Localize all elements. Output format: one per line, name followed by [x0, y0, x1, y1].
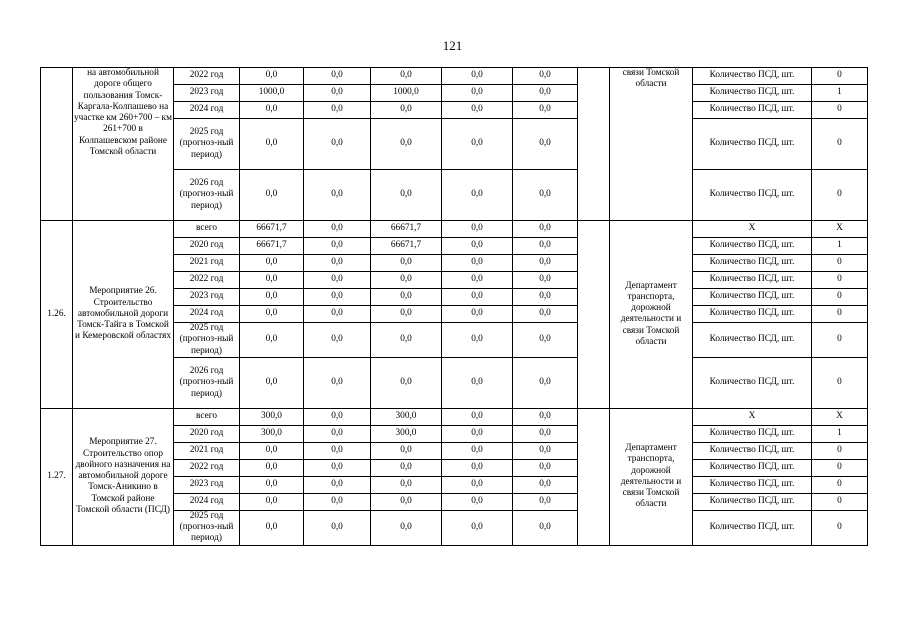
indicator-value: 1 [812, 238, 868, 255]
amount-cell: 0,0 [371, 306, 442, 323]
indicator-name: Количество ПСД, шт. [693, 493, 812, 510]
amount-cell: 0,0 [371, 323, 442, 358]
amount-cell: 0,0 [240, 289, 304, 306]
year-cell: 2024 год [174, 102, 240, 119]
program-table [40, 67, 868, 546]
amount-cell: 0,0 [240, 510, 304, 545]
indicator-value: 0 [812, 170, 868, 221]
item-name: Мероприятие 27. Строительство опор двойного назначения на автомобильной дороге Томск-Аникино в Томской районе Томской области (ПСД) [73, 408, 174, 545]
amount-cell: 0,0 [513, 102, 578, 119]
indicator-value: 0 [812, 272, 868, 289]
indicator-name: Количество ПСД, шт. [693, 510, 812, 545]
year-cell: 2023 год [174, 476, 240, 493]
indicator-name: Количество ПСД, шт. [693, 119, 812, 170]
amount-cell: 0,0 [304, 85, 371, 102]
amount-cell: 0,0 [371, 493, 442, 510]
amount-cell: 0,0 [442, 510, 513, 545]
indicator-name: Количество ПСД, шт. [693, 459, 812, 476]
year-cell: 2023 год [174, 289, 240, 306]
amount-cell: 0,0 [304, 442, 371, 459]
year-cell: 2024 год [174, 306, 240, 323]
amount-cell: 1000,0 [371, 85, 442, 102]
amount-cell: 0,0 [442, 272, 513, 289]
amount-cell: 0,0 [513, 306, 578, 323]
year-cell: 2026 год (прогноз-ный период) [174, 170, 240, 221]
year-cell: 2022 год [174, 459, 240, 476]
amount-cell: 0,0 [442, 289, 513, 306]
amount-cell: 0,0 [240, 306, 304, 323]
item-number [41, 68, 73, 221]
year-cell: всего [174, 221, 240, 238]
amount-cell: 0,0 [442, 476, 513, 493]
indicator-name: Количество ПСД, шт. [693, 170, 812, 221]
executor: связи Томской области [610, 68, 693, 221]
amount-cell: 0,0 [304, 68, 371, 85]
page-number: 121 [442, 38, 463, 53]
amount-cell: 0,0 [442, 85, 513, 102]
amount-cell: 1000,0 [240, 85, 304, 102]
item-number: 1.26. [41, 221, 73, 409]
table-row [41, 221, 868, 238]
year-cell: 2022 год [174, 68, 240, 85]
amount-cell: 0,0 [240, 442, 304, 459]
amount-cell: 0,0 [371, 170, 442, 221]
amount-cell: 66671,7 [371, 221, 442, 238]
indicator-name: Количество ПСД, шт. [693, 85, 812, 102]
amount-cell: 300,0 [371, 425, 442, 442]
indicator-value: 0 [812, 493, 868, 510]
amount-cell: 0,0 [304, 119, 371, 170]
indicator-name: Количество ПСД, шт. [693, 425, 812, 442]
amount-cell: 300,0 [371, 408, 442, 425]
amount-cell: 0,0 [371, 476, 442, 493]
indicator-name: Количество ПСД, шт. [693, 68, 812, 85]
indicator-name: Количество ПСД, шт. [693, 238, 812, 255]
amount-cell: 66671,7 [240, 238, 304, 255]
indicator-name: Количество ПСД, шт. [693, 306, 812, 323]
amount-cell: 0,0 [240, 255, 304, 272]
executor: Департамент транспорта, дорожной деятельности и связи Томской области [610, 221, 693, 409]
amount-cell: 0,0 [304, 221, 371, 238]
indicator-value: 0 [812, 476, 868, 493]
amount-cell: 0,0 [513, 493, 578, 510]
amount-cell: 0,0 [513, 476, 578, 493]
amount-cell: 300,0 [240, 425, 304, 442]
indicator-name: Количество ПСД, шт. [693, 289, 812, 306]
indicator-value: 0 [812, 459, 868, 476]
amount-cell: 0,0 [371, 510, 442, 545]
table-row [41, 68, 868, 85]
table-body [41, 68, 868, 546]
amount-cell: 0,0 [513, 323, 578, 358]
indicator-name: Количество ПСД, шт. [693, 255, 812, 272]
indicator-name: Количество ПСД, шт. [693, 102, 812, 119]
indicator-value: 0 [812, 510, 868, 545]
indicator-value: 0 [812, 306, 868, 323]
amount-cell: 0,0 [240, 119, 304, 170]
amount-cell: 0,0 [371, 357, 442, 408]
amount-cell: 0,0 [240, 493, 304, 510]
amount-cell: 0,0 [240, 68, 304, 85]
amount-cell: 0,0 [442, 323, 513, 358]
empty-cell [578, 221, 610, 409]
indicator-name: Количество ПСД, шт. [693, 442, 812, 459]
empty-cell [578, 408, 610, 545]
year-cell: 2021 год [174, 442, 240, 459]
indicator-value: Х [812, 221, 868, 238]
amount-cell: 0,0 [442, 459, 513, 476]
amount-cell: 0,0 [442, 425, 513, 442]
year-cell: 2026 год (прогноз-ный период) [174, 357, 240, 408]
amount-cell: 0,0 [513, 425, 578, 442]
amount-cell: 0,0 [442, 357, 513, 408]
amount-cell: 0,0 [304, 170, 371, 221]
amount-cell: 0,0 [240, 272, 304, 289]
indicator-value: 1 [812, 425, 868, 442]
amount-cell: 0,0 [442, 306, 513, 323]
amount-cell: 0,0 [442, 170, 513, 221]
indicator-value: 0 [812, 357, 868, 408]
indicator-value: 0 [812, 119, 868, 170]
item-name: на автомобильной дороге общего пользования Томск-Каргала-Колпашево на участке км 260+700 – км 261+700 в Колпашевском районе Томской области [73, 68, 174, 221]
year-cell: всего [174, 408, 240, 425]
amount-cell: 66671,7 [371, 238, 442, 255]
indicator-name: Количество ПСД, шт. [693, 357, 812, 408]
year-cell: 2022 год [174, 272, 240, 289]
amount-cell: 0,0 [442, 493, 513, 510]
item-number: 1.27. [41, 408, 73, 545]
year-cell: 2025 год (прогноз-ный период) [174, 323, 240, 358]
indicator-value: 0 [812, 68, 868, 85]
item-name: Мероприятие 26. Строительство автомобильной дороги Томск-Тайга в Томской и Кемеровской областях [73, 221, 174, 409]
indicator-value: 0 [812, 442, 868, 459]
amount-cell: 0,0 [304, 255, 371, 272]
year-cell: 2021 год [174, 255, 240, 272]
amount-cell: 0,0 [371, 289, 442, 306]
amount-cell: 0,0 [371, 272, 442, 289]
amount-cell: 0,0 [442, 102, 513, 119]
amount-cell: 0,0 [304, 323, 371, 358]
amount-cell: 0,0 [513, 238, 578, 255]
amount-cell: 0,0 [304, 306, 371, 323]
indicator-value: 0 [812, 255, 868, 272]
executor: Департамент транспорта, дорожной деятельности и связи Томской области [610, 408, 693, 545]
amount-cell: 0,0 [304, 408, 371, 425]
amount-cell: 0,0 [442, 255, 513, 272]
year-cell: 2020 год [174, 238, 240, 255]
amount-cell: 0,0 [442, 119, 513, 170]
amount-cell: 0,0 [371, 119, 442, 170]
amount-cell: 0,0 [513, 357, 578, 408]
year-cell: 2025 год (прогноз-ный период) [174, 119, 240, 170]
amount-cell: 0,0 [513, 119, 578, 170]
table-row [41, 408, 868, 425]
empty-cell [578, 68, 610, 221]
year-cell: 2025 год (прогноз-ный период) [174, 510, 240, 545]
amount-cell: 0,0 [513, 170, 578, 221]
indicator-value: 0 [812, 289, 868, 306]
amount-cell: 0,0 [240, 476, 304, 493]
amount-cell: 0,0 [304, 425, 371, 442]
amount-cell: 0,0 [371, 102, 442, 119]
amount-cell: 0,0 [371, 442, 442, 459]
year-cell: 2023 год [174, 85, 240, 102]
amount-cell: 0,0 [513, 255, 578, 272]
amount-cell: 0,0 [513, 85, 578, 102]
amount-cell: 0,0 [240, 170, 304, 221]
amount-cell: 0,0 [442, 442, 513, 459]
indicator-value: Х [812, 408, 868, 425]
indicator-value: 0 [812, 102, 868, 119]
indicator-name: Количество ПСД, шт. [693, 323, 812, 358]
amount-cell: 0,0 [513, 442, 578, 459]
amount-cell: 0,0 [240, 357, 304, 408]
amount-cell: 0,0 [371, 255, 442, 272]
amount-cell: 0,0 [304, 357, 371, 408]
amount-cell: 0,0 [513, 272, 578, 289]
year-cell: 2020 год [174, 425, 240, 442]
amount-cell: 0,0 [240, 323, 304, 358]
indicator-name: Количество ПСД, шт. [693, 476, 812, 493]
indicator-name: Х [693, 408, 812, 425]
amount-cell: 0,0 [371, 459, 442, 476]
amount-cell: 0,0 [513, 459, 578, 476]
indicator-value: 1 [812, 85, 868, 102]
amount-cell: 0,0 [371, 68, 442, 85]
indicator-value: 0 [812, 323, 868, 358]
amount-cell: 0,0 [442, 408, 513, 425]
amount-cell: 0,0 [513, 289, 578, 306]
amount-cell: 66671,7 [240, 221, 304, 238]
amount-cell: 0,0 [240, 102, 304, 119]
indicator-name: Количество ПСД, шт. [693, 272, 812, 289]
amount-cell: 0,0 [513, 68, 578, 85]
amount-cell: 0,0 [304, 272, 371, 289]
amount-cell: 0,0 [304, 510, 371, 545]
amount-cell: 0,0 [513, 221, 578, 238]
amount-cell: 0,0 [442, 68, 513, 85]
amount-cell: 0,0 [442, 221, 513, 238]
amount-cell: 0,0 [304, 102, 371, 119]
year-cell: 2024 год [174, 493, 240, 510]
amount-cell: 300,0 [240, 408, 304, 425]
amount-cell: 0,0 [442, 238, 513, 255]
amount-cell: 0,0 [304, 493, 371, 510]
indicator-name: Х [693, 221, 812, 238]
amount-cell: 0,0 [304, 289, 371, 306]
amount-cell: 0,0 [513, 510, 578, 545]
amount-cell: 0,0 [304, 476, 371, 493]
amount-cell: 0,0 [513, 408, 578, 425]
amount-cell: 0,0 [304, 238, 371, 255]
amount-cell: 0,0 [304, 459, 371, 476]
amount-cell: 0,0 [240, 459, 304, 476]
